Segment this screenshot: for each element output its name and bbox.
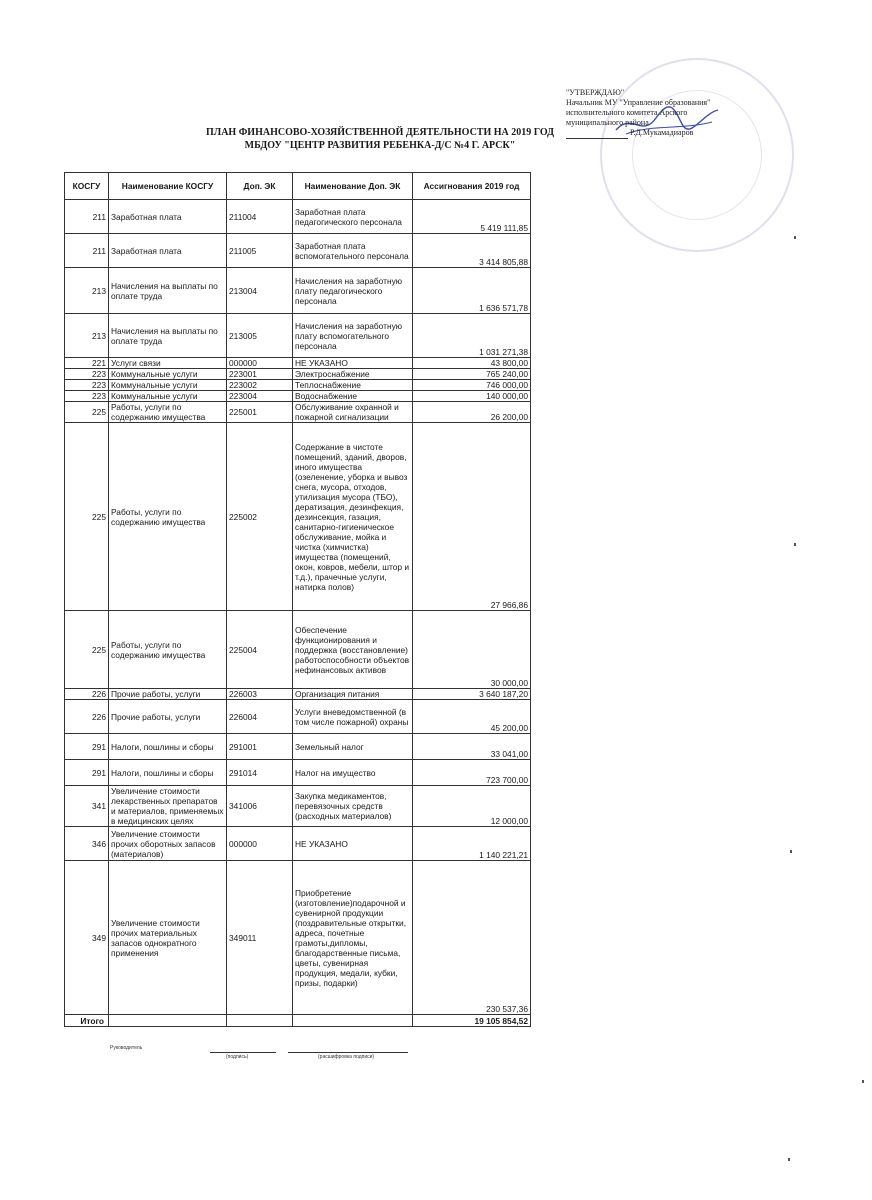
row-kosgu-name: Прочие работы, услуги: [109, 689, 227, 700]
row-dop-ek: 341006: [227, 786, 293, 827]
row-dop-ek-name: НЕ УКАЗАНО: [293, 358, 413, 369]
table-row: [65, 423, 531, 611]
row-kosgu: 211: [65, 234, 109, 268]
row-dop-ek: 291001: [227, 734, 293, 760]
row-amount: 230 537,36: [413, 861, 531, 1015]
row-kosgu-name: Начисления на выплаты по оплате труда: [109, 268, 227, 314]
document-title: [190, 126, 570, 152]
row-dop-ek-name: Услуги вневедомственной (в том числе пожарной) охраны: [293, 700, 413, 734]
row-kosgu-name: Коммунальные услуги: [109, 380, 227, 391]
row-kosgu-name: Коммунальные услуги: [109, 369, 227, 380]
row-amount: 140 000,00: [413, 391, 531, 402]
title-line-1: ПЛАН ФИНАНСОВО-ХОЗЯЙСТВЕННОЙ ДЕЯТЕЛЬНОСТИ НА 2019 ГОД: [205, 127, 555, 138]
table-row: [65, 786, 531, 827]
table-row: [65, 391, 531, 402]
row-dop-ek-name: Налог на имущество: [293, 760, 413, 786]
row-amount: 765 240,00: [413, 369, 531, 380]
row-dop-ek: 223001: [227, 369, 293, 380]
header-dop-ek: Доп. ЭК: [227, 173, 293, 200]
row-dop-ek-name: Земельный налог: [293, 734, 413, 760]
row-dop-ek: 226004: [227, 700, 293, 734]
financial-plan-table: [64, 172, 531, 1027]
row-dop-ek: 211004: [227, 200, 293, 234]
row-dop-ek: 211005: [227, 234, 293, 268]
row-kosgu-name: Заработная плата: [109, 234, 227, 268]
row-kosgu: 349: [65, 861, 109, 1015]
row-kosgu: 346: [65, 827, 109, 861]
row-amount: 5 419 111,85: [413, 200, 531, 234]
table-row: [65, 358, 531, 369]
header-dop-ek-name: Наименование Доп. ЭК: [293, 173, 413, 200]
total-row: [65, 1015, 531, 1027]
row-dop-ek-name: Организация питания: [293, 689, 413, 700]
row-kosgu-name: Работы, услуги по содержанию имущества: [109, 402, 227, 423]
signature-line: [210, 1052, 276, 1053]
header-amount: Ассигнования 2019 год: [413, 173, 531, 200]
row-dop-ek: 213005: [227, 314, 293, 358]
row-dop-ek: 000000: [227, 358, 293, 369]
row-dop-ek: 225001: [227, 402, 293, 423]
row-amount: 26 200,00: [413, 402, 531, 423]
approval-line-2: исполнительного комитета Арского: [566, 108, 688, 117]
table-body: [65, 200, 531, 1015]
header-kosgu-name: Наименование КОСГУ: [109, 173, 227, 200]
scan-speck: [790, 850, 792, 853]
scan-speck: [794, 543, 796, 546]
row-dop-ek-name: НЕ УКАЗАНО: [293, 827, 413, 861]
total-empty-cell: [293, 1015, 413, 1027]
row-kosgu-name: Увеличение стоимости прочих оборотных запасов (материалов): [109, 827, 227, 861]
row-kosgu-name: Работы, услуги по содержанию имущества: [109, 611, 227, 689]
approval-signature-line: [566, 130, 628, 139]
row-amount: 43 800,00: [413, 358, 531, 369]
row-kosgu: 225: [65, 611, 109, 689]
row-dop-ek: 349011: [227, 861, 293, 1015]
total-empty-cell: [109, 1015, 227, 1027]
row-dop-ek-name: Заработная плата вспомогательного персонала: [293, 234, 413, 268]
row-amount: 33 041,00: [413, 734, 531, 760]
row-kosgu-name: Увеличение стоимости лекарственных препаратов и материалов, применяемых в медицинских целях: [109, 786, 227, 827]
row-kosgu: 226: [65, 700, 109, 734]
row-kosgu-name: Начисления на выплаты по оплате труда: [109, 314, 227, 358]
row-kosgu: 341: [65, 786, 109, 827]
table-row: [65, 402, 531, 423]
approval-line-3: муниципального района: [566, 118, 649, 127]
row-amount: 12 000,00: [413, 786, 531, 827]
row-dop-ek-name: Обеспечение функционирования и поддержка (восстановление) работоспособности объектов нефинансовых активов: [293, 611, 413, 689]
table-row: [65, 380, 531, 391]
header-kosgu: КОСГУ: [65, 173, 109, 200]
row-dop-ek-name: Заработная плата педагогического персонала: [293, 200, 413, 234]
row-dop-ek-name: Обслуживание охранной и пожарной сигнализации: [293, 402, 413, 423]
row-amount: 746 000,00: [413, 380, 531, 391]
table-row: [65, 200, 531, 234]
row-dop-ek: 223002: [227, 380, 293, 391]
row-kosgu: 223: [65, 391, 109, 402]
row-amount: 1 636 571,78: [413, 268, 531, 314]
row-amount: 3 640 187,20: [413, 689, 531, 700]
table-row: [65, 611, 531, 689]
approval-line-1: Начальник МУ "Управление образования": [566, 98, 711, 107]
row-kosgu: 225: [65, 423, 109, 611]
row-dop-ek: 226003: [227, 689, 293, 700]
row-kosgu: 226: [65, 689, 109, 700]
row-kosgu-name: Налоги, пошлины и сборы: [109, 760, 227, 786]
row-amount: 1 140 221,21: [413, 827, 531, 861]
scan-speck: [788, 1158, 790, 1161]
row-dop-ek: 000000: [227, 827, 293, 861]
approval-block: [566, 88, 766, 139]
table-header-row: [65, 173, 531, 200]
row-dop-ek: 291014: [227, 760, 293, 786]
row-kosgu: 223: [65, 380, 109, 391]
row-kosgu: 291: [65, 734, 109, 760]
row-kosgu-name: Увеличение стоимости прочих материальных запасов однократного применения: [109, 861, 227, 1015]
row-kosgu: 223: [65, 369, 109, 380]
head-label: Руководитель: [110, 1045, 143, 1051]
row-dop-ek: 225004: [227, 611, 293, 689]
row-dop-ek-name: Водоснабжение: [293, 391, 413, 402]
row-dop-ek: 225002: [227, 423, 293, 611]
table-row: [65, 700, 531, 734]
table-row: [65, 369, 531, 380]
row-kosgu: 213: [65, 314, 109, 358]
row-kosgu-name: Коммунальные услуги: [109, 391, 227, 402]
row-kosgu: 225: [65, 402, 109, 423]
table-row: [65, 234, 531, 268]
approval-signature-row: [566, 128, 766, 138]
table-row: [65, 734, 531, 760]
table-row: [65, 861, 531, 1015]
row-amount: 45 200,00: [413, 700, 531, 734]
table-row: [65, 827, 531, 861]
row-kosgu: 221: [65, 358, 109, 369]
row-dop-ek-name: Начисления на заработную плату педагогического персонала: [293, 268, 413, 314]
row-amount: 27 966,86: [413, 423, 531, 611]
sign-caption: (подпись): [226, 1054, 249, 1060]
total-label: Итого: [65, 1015, 109, 1027]
row-dop-ek-name: Приобретение (изготовление)подарочной и сувенирной продукции (поздравительные открытки, адреса, почетные грамоты,дипломы, благодарственные письма, цветы, сувенирная продукция, медали, кубки, призы, подарки): [293, 861, 413, 1015]
row-amount: 3 414 805,88: [413, 234, 531, 268]
row-dop-ek-name: Начисления на заработную плату вспомогательного персонала: [293, 314, 413, 358]
row-kosgu-name: Заработная плата: [109, 200, 227, 234]
row-dop-ek: 213004: [227, 268, 293, 314]
row-dop-ek-name: Закупка медикаментов, перевязочных средств (расходных материалов): [293, 786, 413, 827]
approval-signatory: Р.Д.Мукамадиаров: [630, 128, 694, 137]
table-row: [65, 314, 531, 358]
row-kosgu-name: Услуги связи: [109, 358, 227, 369]
row-kosgu: 213: [65, 268, 109, 314]
decode-caption: (расшифровка подписи): [318, 1054, 375, 1060]
row-amount: 1 031 271,38: [413, 314, 531, 358]
row-kosgu: 291: [65, 760, 109, 786]
row-kosgu-name: Работы, услуги по содержанию имущества: [109, 423, 227, 611]
scan-speck: [794, 236, 796, 239]
row-dop-ek: 223004: [227, 391, 293, 402]
row-dop-ek-name: Содержание в чистоте помещений, зданий, дворов, иного имущества (озеленение, уборка и вывоз снега, мусора, отходов, утилизация мусора (ТБО), дератизация, дезинфекция, дезинсекция, газация, санитарно-гигиеническое обслуживание, мойка и чистка (химчистка) имущества (помещений, окон, ковров, мебели, штор и т.д.), прачечные услуги, натирка полов): [293, 423, 413, 611]
approval-heading: "УТВЕРЖДАЮ": [566, 88, 625, 97]
title-line-2: МБДОУ "ЦЕНТР РАЗВИТИЯ РЕБЕНКА-Д/С №4 Г. АРСК": [244, 140, 516, 151]
row-dop-ek-name: Электроснабжение: [293, 369, 413, 380]
decode-line: [288, 1052, 408, 1053]
total-empty-cell: [227, 1015, 293, 1027]
total-amount: 19 105 854,52: [413, 1015, 531, 1027]
row-kosgu-name: Прочие работы, услуги: [109, 700, 227, 734]
table-row: [65, 689, 531, 700]
table-row: [65, 268, 531, 314]
scan-speck: [862, 1080, 864, 1083]
row-amount: 723 700,00: [413, 760, 531, 786]
row-kosgu: 211: [65, 200, 109, 234]
row-kosgu-name: Налоги, пошлины и сборы: [109, 734, 227, 760]
table-row: [65, 760, 531, 786]
row-amount: 30 000,00: [413, 611, 531, 689]
row-dop-ek-name: Теплоснабжение: [293, 380, 413, 391]
